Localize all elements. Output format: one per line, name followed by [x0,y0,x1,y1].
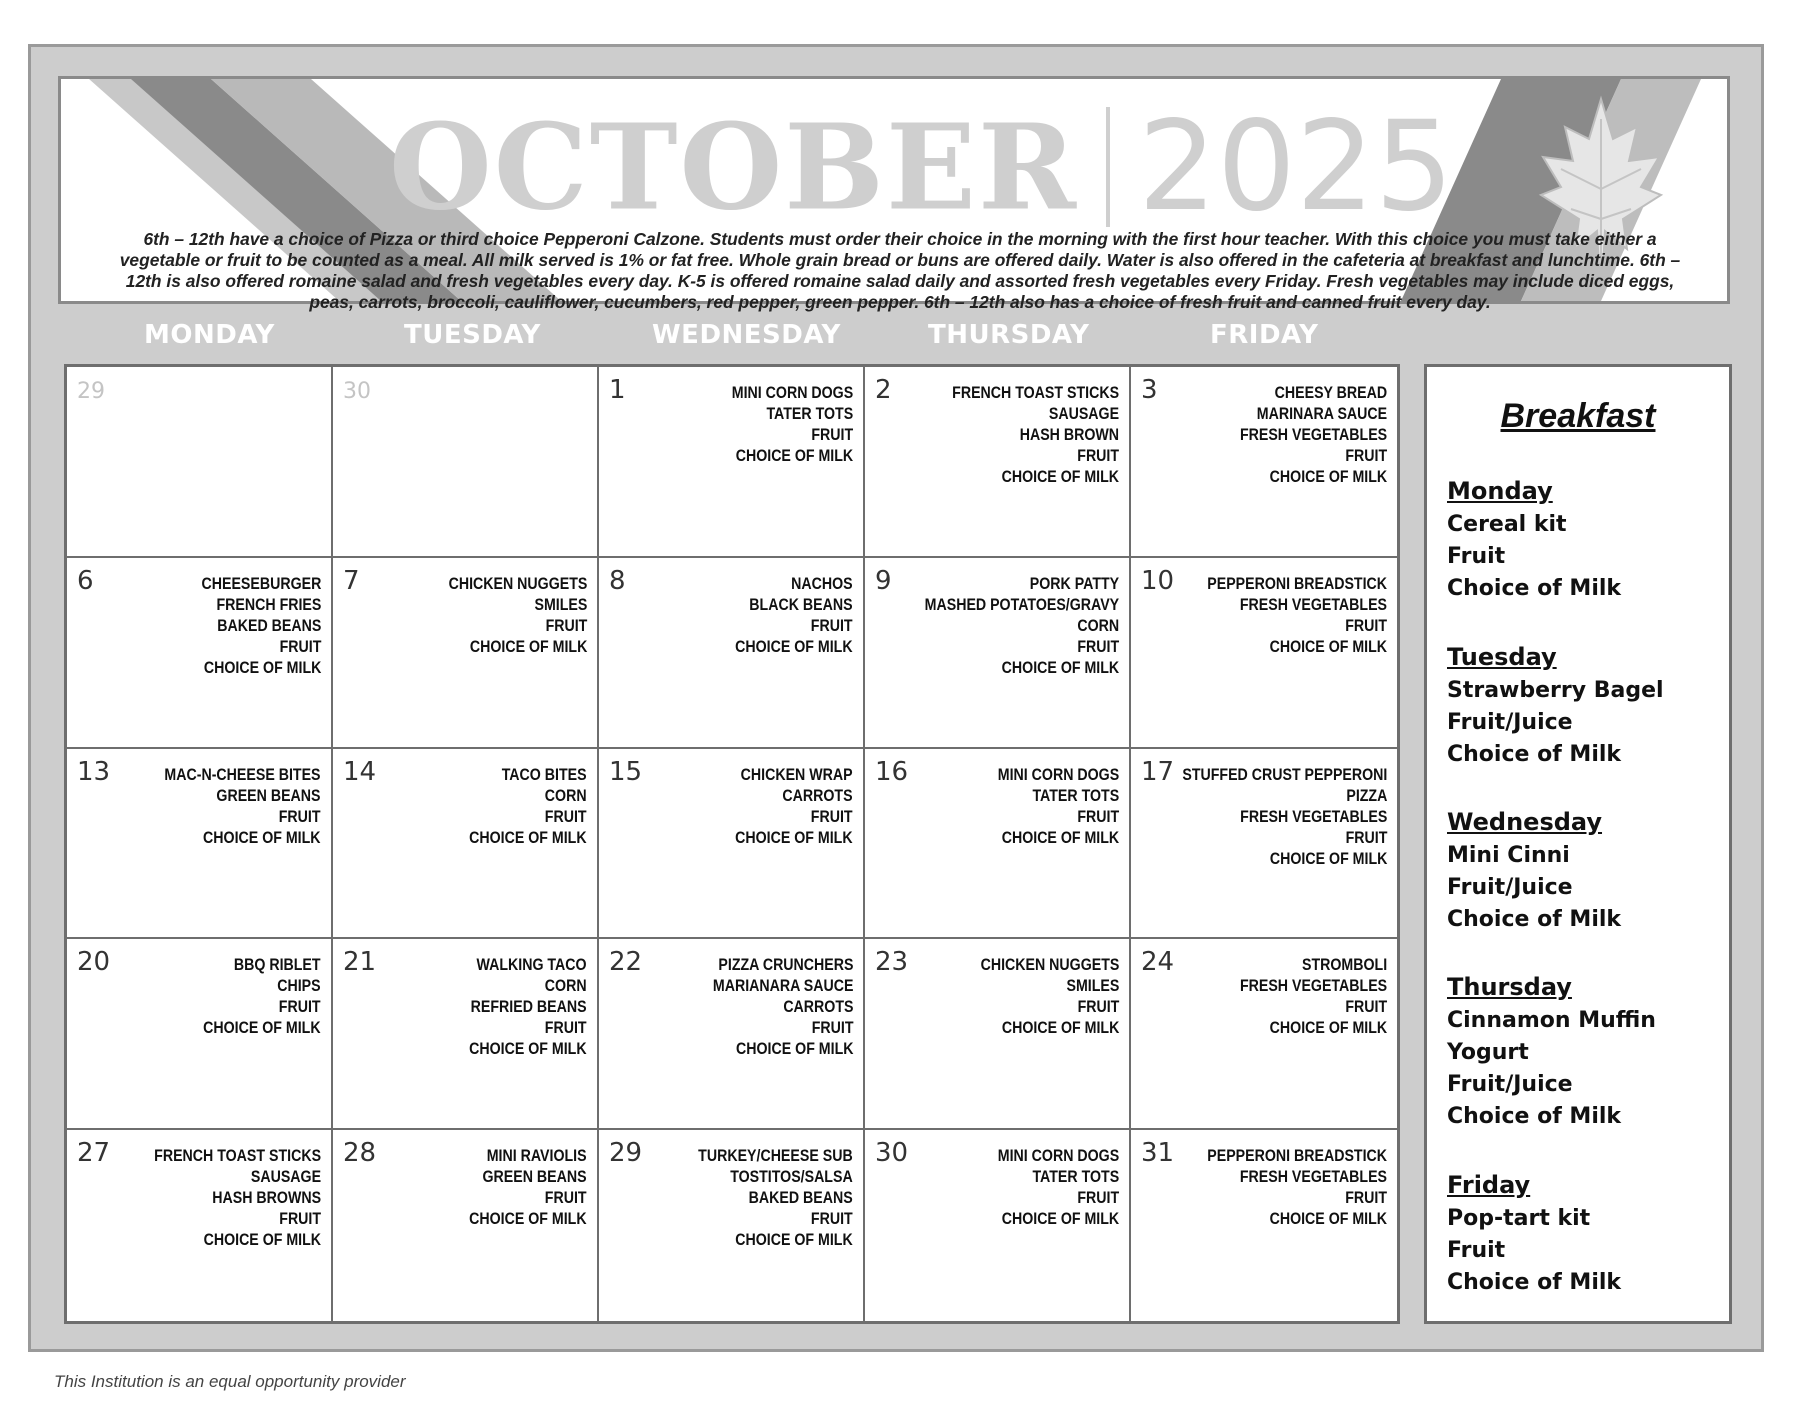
day-number: 27 [77,1138,111,1169]
menu-items [448,574,587,658]
menu-item: FRUIT [279,637,321,656]
day-number: 14 [343,756,377,787]
menu-item: CHOICE OF MILK [1269,1019,1387,1038]
day-number: 16 [875,756,909,787]
menu-item: FRUIT [1077,1189,1119,1208]
day-number: 7 [343,565,360,596]
breakfast-item: Choice of Milk [1447,1104,1622,1129]
menu-item: FRUIT [279,807,321,826]
breakfast-item: Choice of Milk [1447,576,1622,601]
breakfast-item: Cereal kit [1447,512,1567,537]
menu-item: SAUSAGE [1048,405,1119,423]
menu-item: CORN [1077,616,1119,635]
menu-items [1240,383,1387,488]
breakfast-item: Mini Cinni [1447,843,1570,868]
breakfast-item: Cinnamon Muffin [1447,1008,1656,1033]
day-number: 17 [1141,756,1175,787]
menu-item: CHOICE OF MILK [1269,849,1387,868]
menu-item: FRUIT [1345,616,1387,635]
menu-item: TATER TOTS [1032,786,1119,805]
menu-item: MARIANARA SAUCE [712,977,853,996]
menu-item: CHOICE OF MILK [1001,468,1119,486]
calendar-day-cell [67,749,333,940]
menu-item: CHOICE OF MILK [735,447,853,465]
menu-item: CHOICE OF MILK [469,1040,587,1059]
menu-item: CHOICE OF MILK [1001,828,1119,847]
calendar-day-cell [1131,939,1397,1130]
menu-item: CHOICE OF MILK [1269,1210,1387,1229]
weekday-thursday: THURSDAY [928,320,1090,350]
day-number: 24 [1141,947,1175,978]
day-number: 21 [343,947,377,978]
day-number: 1 [609,375,626,405]
menu-item: CHIPS [277,977,321,996]
menu-item: CHOICE OF MILK [203,828,321,847]
menu-item: FRESH VEGETABLES [1239,595,1387,614]
calendar-day-cell [599,367,865,558]
menu-item: PEPPERONI BREADSTICK [1207,1147,1387,1166]
calendar-day-cell [333,558,599,749]
menu-items [1207,574,1387,658]
menu-item: CHOICE OF MILK [1001,658,1119,677]
menu-items [1182,765,1387,870]
breakfast-item: Choice of Milk [1447,742,1622,767]
calendar-day-cell [1131,367,1397,558]
menu-items [732,383,853,467]
menu-item: PIZZA [1346,786,1387,805]
breakfast-item: Yogurt [1447,1040,1529,1065]
title-divider [1106,107,1110,227]
day-number: 8 [609,565,626,596]
menu-item: CHOICE OF MILK [203,1231,321,1250]
breakfast-day-name: Monday [1447,477,1553,505]
menu-item: CHOICE OF MILK [469,1210,587,1229]
day-number: 20 [77,947,111,978]
menu-item: FRESH VEGETABLES [1239,426,1387,444]
menu-item: FRUIT [545,616,587,635]
calendar-day-cell [67,367,333,558]
menu-item: CHOICE OF MILK [469,828,587,847]
menu-item: SMILES [1066,977,1119,996]
calendar-day-cell [599,749,865,940]
calendar-day-cell [1131,749,1397,940]
breakfast-day-name: Thursday [1447,973,1572,1001]
menu-items [952,383,1119,488]
day-number: 28 [343,1138,377,1169]
menu-item: CHOICE OF MILK [1269,637,1387,656]
menu-item: HASH BROWNS [212,1189,321,1208]
menu-item: BLACK BEANS [749,595,853,614]
menu-item: MINI CORN DOGS [997,765,1119,784]
menu-item: TACO BITES [502,765,587,784]
day-number: 29 [77,379,105,404]
calendar-day-cell [1131,558,1397,749]
menu-item: CORN [545,977,587,996]
menu-item: FRUIT [545,807,587,826]
menu-item: SMILES [534,595,587,614]
menu-items [712,955,853,1060]
menu-item: MINI RAVIOLIS [487,1147,587,1166]
menu-items [736,765,853,849]
breakfast-day-thursday [1447,973,1656,1133]
menu-item: CHOICE OF MILK [735,828,853,847]
day-number: 30 [343,379,371,404]
menu-item: CHOICE OF MILK [735,637,853,656]
menu-item: FRUIT [1345,998,1387,1017]
menu-item: CHOICE OF MILK [735,1040,853,1059]
notice-line: 12th is also offered romaine salad and fresh vegetables every day. K-5 is offered romaine salad daily and assorted fresh vegetables every Friday. Fresh vegetables may include diced eggs, [125,271,1675,291]
menu-item: FRUIT [1345,447,1387,465]
menu-item: FRESH VEGETABLES [1239,807,1387,826]
menu-item: FRUIT [545,1189,587,1208]
month-label: OCTOBER [389,97,1079,237]
menu-items [470,765,587,849]
menu-item: HASH BROWN [1019,426,1119,444]
menu-item: TATER TOTS [766,405,853,423]
weekday-tuesday: TUESDAY [404,320,541,350]
menu-item: CHOICE OF MILK [1001,1019,1119,1038]
menu-item: MINI CORN DOGS [997,1147,1119,1166]
menu-item: CHOICE OF MILK [1269,468,1387,486]
breakfast-item: Strawberry Bagel [1447,678,1664,703]
day-number: 31 [1141,1138,1175,1169]
menu-item: NACHOS [791,574,853,593]
menu-item: BBQ RIBLET [234,956,321,975]
day-number: 23 [875,947,909,978]
day-number: 22 [609,947,643,978]
menu-item: FRUIT [1077,637,1119,656]
menu-item: FRENCH FRIES [216,595,321,614]
menu-item: FRUIT [545,1019,587,1038]
menu-items [470,1146,587,1230]
day-number: 10 [1141,565,1175,596]
breakfast-item: Choice of Milk [1447,1270,1622,1295]
menu-item: FRUIT [1077,998,1119,1017]
menu-items [1240,955,1387,1039]
breakfast-day-wednesday [1447,808,1621,936]
menu-item: FRUIT [811,807,853,826]
menu-notice [70,229,1730,313]
weekday-friday: FRIDAY [1210,320,1319,350]
menu-items [204,955,321,1039]
menu-item: CHICKEN NUGGETS [448,574,587,593]
calendar-day-cell [1131,1130,1397,1321]
footer-statement: This Institution is an equal opportunity provider [54,1372,406,1391]
notice-line: peas, carrots, broccoli, cauliflower, cucumbers, red pepper, green pepper. 6th – 12th also has a choice of fresh fruit and canned fruit every day. [309,292,1491,312]
menu-items [925,574,1119,679]
breakfast-day-name: Friday [1447,1171,1531,1199]
breakfast-item: Fruit/Juice [1447,710,1573,735]
menu-item: BAKED BEANS [748,1189,853,1208]
calendar-day-cell [865,367,1131,558]
menu-items [998,1146,1119,1230]
menu-item: MARINARA SAUCE [1256,405,1387,423]
day-number: 29 [609,1138,643,1169]
menu-item: CHICKEN WRAP [741,765,853,784]
menu-item: CHEESEBURGER [201,574,321,593]
lunch-calendar-grid [64,364,1400,1324]
day-number: 30 [875,1138,909,1169]
breakfast-day-name: Tuesday [1447,643,1557,671]
calendar-day-cell [599,939,865,1130]
breakfast-title: Breakfast [1500,397,1656,435]
day-number: 9 [875,565,892,596]
day-number: 3 [1141,375,1158,405]
weekday-wednesday: WEDNESDAY [652,320,841,350]
year-label: 2025 [1138,95,1454,239]
menu-item: PEPPERONI BREADSTICK [1207,574,1387,593]
notice-line: vegetable or fruit to be counted as a meal. All milk served is 1% or fat free. Whole grain bread or buns are offered daily. Water is also offered in the cafeteria at breakfast and lunchtime. 6th – [119,250,1681,270]
breakfast-panel [1424,364,1732,1324]
menu-item: FRUIT [1345,828,1387,847]
calendar-day-cell [67,1130,333,1321]
breakfast-item: Fruit/Juice [1447,875,1573,900]
menu-item: TOSTITOS/SALSA [730,1168,853,1187]
menu-item: FRUIT [1077,447,1119,465]
calendar-title [389,95,1454,239]
menu-item: FRUIT [811,616,853,635]
notice-line: 6th – 12th have a choice of Pizza or third choice Pepperoni Calzone. Students must order their choice in the morning with the first hour teacher. With this choice you must take either a [143,229,1657,249]
day-number: 6 [77,565,94,596]
menu-item: FRUIT [811,1210,853,1229]
menu-item: MINI CORN DOGS [731,384,853,402]
menu-item: WALKING TACO [476,956,587,975]
calendar-day-cell [865,749,1131,940]
menu-item: PIZZA CRUNCHERS [717,956,853,975]
menu-items [698,1146,853,1251]
menu-item: PORK PATTY [1029,574,1119,593]
menu-item: FRUIT [1077,807,1119,826]
breakfast-item: Fruit [1447,544,1506,569]
menu-item: CHOICE OF MILK [1001,1210,1119,1229]
menu-item: CHOICE OF MILK [203,658,321,677]
menu-items [154,1146,321,1251]
menu-item: FRUIT [279,998,321,1017]
menu-item: CHOICE OF MILK [203,1019,321,1038]
calendar-day-cell [599,558,865,749]
menu-item: BAKED BEANS [216,616,321,635]
menu-items [470,955,587,1060]
breakfast-day-monday [1447,477,1621,605]
menu-item: FRUIT [811,426,853,444]
menu-item: STUFFED CRUST PEPPERONI [1182,765,1387,784]
menu-item: CARROTS [782,998,853,1017]
breakfast-day-name: Wednesday [1447,808,1603,836]
weekday-monday: MONDAY [144,320,275,350]
menu-item: FRUIT [811,1019,853,1038]
calendar-day-cell [333,1130,599,1321]
breakfast-item: Choice of Milk [1447,907,1622,932]
menu-item: CHOICE OF MILK [469,637,587,656]
menu-items [736,574,853,658]
calendar-day-cell [599,1130,865,1321]
menu-item: FRUIT [279,1210,321,1229]
menu-item: CARROTS [782,786,853,805]
menu-item: MASHED POTATOES/GRAVY [924,595,1119,614]
menu-items [1207,1146,1387,1230]
calendar-day-cell [865,939,1131,1130]
breakfast-day-friday [1447,1171,1621,1299]
day-number: 2 [875,375,892,405]
menu-item: FRENCH TOAST STICKS [952,384,1119,402]
breakfast-item: Pop-tart kit [1447,1206,1591,1231]
day-number: 13 [77,756,111,787]
menu-item: GREEN BEANS [216,786,321,805]
breakfast-item: Fruit [1447,1238,1506,1263]
menu-item: SAUSAGE [250,1168,321,1187]
breakfast-day-tuesday [1447,643,1664,771]
menu-items [201,574,321,679]
menu-item: CORN [545,786,587,805]
menu-items [998,765,1119,849]
menu-item: FRENCH TOAST STICKS [154,1147,321,1166]
menu-item: REFRIED BEANS [471,998,587,1017]
menu-items [980,955,1119,1039]
calendar-day-cell [333,749,599,940]
menu-items [165,765,321,849]
menu-item: CHOICE OF MILK [735,1231,853,1250]
calendar-day-cell [865,1130,1131,1321]
menu-item: FRESH VEGETABLES [1239,977,1387,996]
menu-item: TATER TOTS [1032,1168,1119,1187]
breakfast-item: Fruit/Juice [1447,1072,1573,1097]
menu-item: STROMBOLI [1301,956,1387,975]
menu-item: FRESH VEGETABLES [1239,1168,1387,1187]
calendar-day-cell [333,939,599,1130]
menu-item: TURKEY/CHEESE SUB [698,1147,853,1166]
calendar-day-cell [865,558,1131,749]
menu-item: GREEN BEANS [482,1168,587,1187]
menu-item: FRUIT [1345,1189,1387,1208]
day-number: 15 [609,756,643,787]
menu-item: MAC-N-CHEESE BITES [164,765,321,784]
calendar-day-cell [67,939,333,1130]
calendar-day-cell [333,367,599,558]
menu-item: CHICKEN NUGGETS [980,956,1119,975]
calendar-day-cell [67,558,333,749]
menu-item: CHEESY BREAD [1274,384,1387,402]
